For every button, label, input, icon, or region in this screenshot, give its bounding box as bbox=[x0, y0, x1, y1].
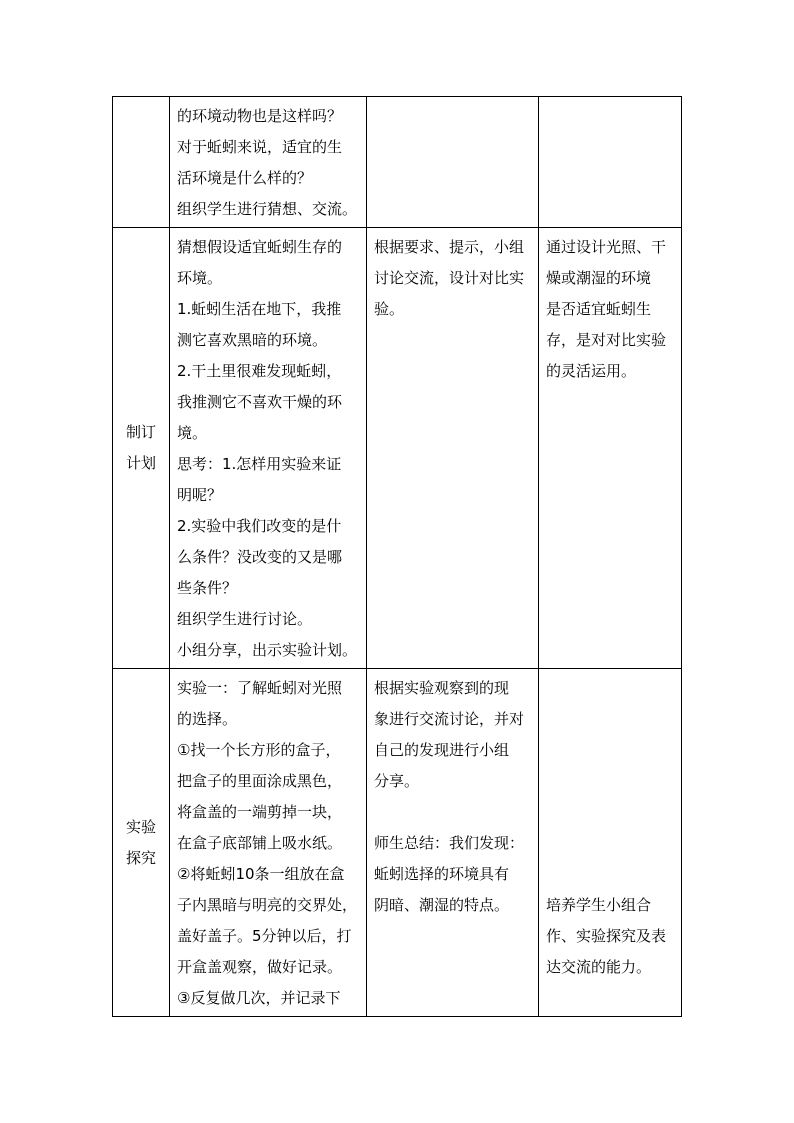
cell-text-line: 存，是对对比实验 bbox=[546, 331, 667, 349]
design-intent-cell bbox=[539, 228, 682, 669]
cell-text-line: ①找一个长方形的盒子， bbox=[177, 741, 341, 759]
cell-text-line: 根据要求、提示，小组 bbox=[374, 238, 525, 256]
cell-text-line: 蚯蚓选择的环境具有 bbox=[374, 865, 510, 883]
cell-text-line bbox=[546, 704, 675, 735]
cell-text-line: 达交流的能力。 bbox=[546, 958, 652, 976]
cell-text-line: 些条件？ bbox=[177, 579, 238, 597]
cell-text-line: 的选择。 bbox=[177, 710, 238, 728]
cell-text-line bbox=[546, 735, 675, 766]
cell-text-line bbox=[546, 797, 675, 828]
cell-text-line: 的环境动物也是这样吗？ bbox=[177, 107, 343, 125]
design-intent-cell bbox=[539, 669, 682, 1017]
cell-text-line: 实验 bbox=[125, 817, 156, 836]
cell-text-line: 盖好盖子。5分钟以后，打 bbox=[177, 927, 352, 945]
cell-text-line: 通过设计光照、干 bbox=[546, 238, 667, 256]
cell-text-line: 把盒子的里面涂成黑色， bbox=[177, 772, 343, 790]
cell-text-line: 燥或潮湿的环境 bbox=[546, 269, 652, 287]
teacher-activity-cell bbox=[170, 97, 367, 228]
cell-text-line: 师生总结：我们发现： bbox=[374, 834, 525, 852]
cell-text-line: 么条件？没改变的又是哪 bbox=[177, 548, 343, 566]
cell-text-line: 组织学生进行讨论。 bbox=[177, 610, 313, 628]
cell-text-line: 将盒盖的一端剪掉一块， bbox=[177, 803, 343, 821]
student-activity-cell bbox=[367, 97, 539, 228]
cell-text-line bbox=[546, 828, 675, 859]
cell-text-line: 是否适宜蚯蚓生 bbox=[546, 300, 652, 318]
cell-text-line: 子内黑暗与明亮的交界处， bbox=[177, 896, 358, 914]
table-row bbox=[113, 228, 682, 669]
teacher-activity-cell bbox=[170, 669, 367, 1017]
cell-text-line: 在盒子底部铺上吸水纸。 bbox=[177, 834, 343, 852]
cell-text-line: 组织学生进行猜想、交流。 bbox=[177, 200, 358, 218]
cell-text-line: 计划 bbox=[125, 454, 156, 472]
teacher-activity-cell bbox=[170, 228, 367, 669]
cell-text-line bbox=[546, 859, 675, 890]
student-activity-cell bbox=[367, 669, 539, 1017]
cell-text-line: 分享。 bbox=[374, 772, 420, 790]
cell-text-line: 思考：1.怎样用实验来证 bbox=[177, 455, 342, 473]
cell-text-line: 的灵活运用。 bbox=[546, 362, 637, 380]
cell-text-line: 探究 bbox=[125, 848, 156, 867]
stage-cell bbox=[113, 669, 170, 1017]
cell-text-line: 小组分享，出示实验计划。 bbox=[177, 641, 358, 659]
cell-text-line: 作、实验探究及表 bbox=[546, 927, 667, 945]
cell-text-line: 测它喜欢黑暗的环境。 bbox=[177, 331, 328, 349]
cell-text-line bbox=[546, 766, 675, 797]
cell-text-line: 阴暗、潮湿的特点。 bbox=[374, 896, 510, 914]
table-row bbox=[113, 97, 682, 228]
cell-text-line: 2.干土里很难发现蚯蚓， bbox=[177, 362, 342, 380]
cell-text-line: 1.蚯蚓生活在地下，我推 bbox=[177, 300, 342, 318]
cell-text-line: 培养学生小组合 bbox=[546, 896, 652, 914]
stage-cell bbox=[113, 228, 170, 669]
cell-text-line: 根据实验观察到的现 bbox=[374, 679, 510, 697]
cell-text-line: 验。 bbox=[374, 300, 405, 318]
table-row bbox=[113, 669, 682, 1017]
cell-text-line: ②将蚯蚓10条一组放在盒 bbox=[177, 865, 345, 883]
student-activity-cell bbox=[367, 228, 539, 669]
stage-cell bbox=[113, 97, 170, 228]
cell-text-line bbox=[374, 797, 532, 828]
cell-text-line: 实验一：了解蚯蚓对光照 bbox=[177, 679, 343, 697]
cell-text-line: 境。 bbox=[177, 424, 208, 442]
cell-text-line: 环境。 bbox=[177, 269, 223, 287]
design-intent-cell bbox=[539, 97, 682, 228]
cell-text-line: 活环境是什么样的？ bbox=[177, 169, 313, 187]
cell-text-line: 我推测它不喜欢干燥的环 bbox=[177, 393, 343, 411]
cell-text-line: ③反复做几次，并记录下 bbox=[177, 989, 341, 1007]
cell-text-line: 对于蚯蚓来说，适宜的生 bbox=[177, 138, 343, 156]
cell-text-line bbox=[546, 673, 675, 704]
cell-text-line: 2.实验中我们改变的是什 bbox=[177, 517, 342, 535]
cell-text-line: 自己的发现进行小组 bbox=[374, 741, 510, 759]
cell-text-line: 明呢？ bbox=[177, 486, 223, 504]
cell-text-line: 开盒盖观察，做好记录。 bbox=[177, 958, 343, 976]
cell-text-line: 讨论交流，设计对比实 bbox=[374, 269, 525, 287]
cell-text-line: 制订 bbox=[125, 423, 156, 441]
cell-text-line: 猜想假设适宜蚯蚓生存的 bbox=[177, 238, 343, 256]
lesson-plan-table bbox=[112, 96, 682, 1017]
cell-text-line: 象进行交流讨论，并对 bbox=[374, 710, 525, 728]
